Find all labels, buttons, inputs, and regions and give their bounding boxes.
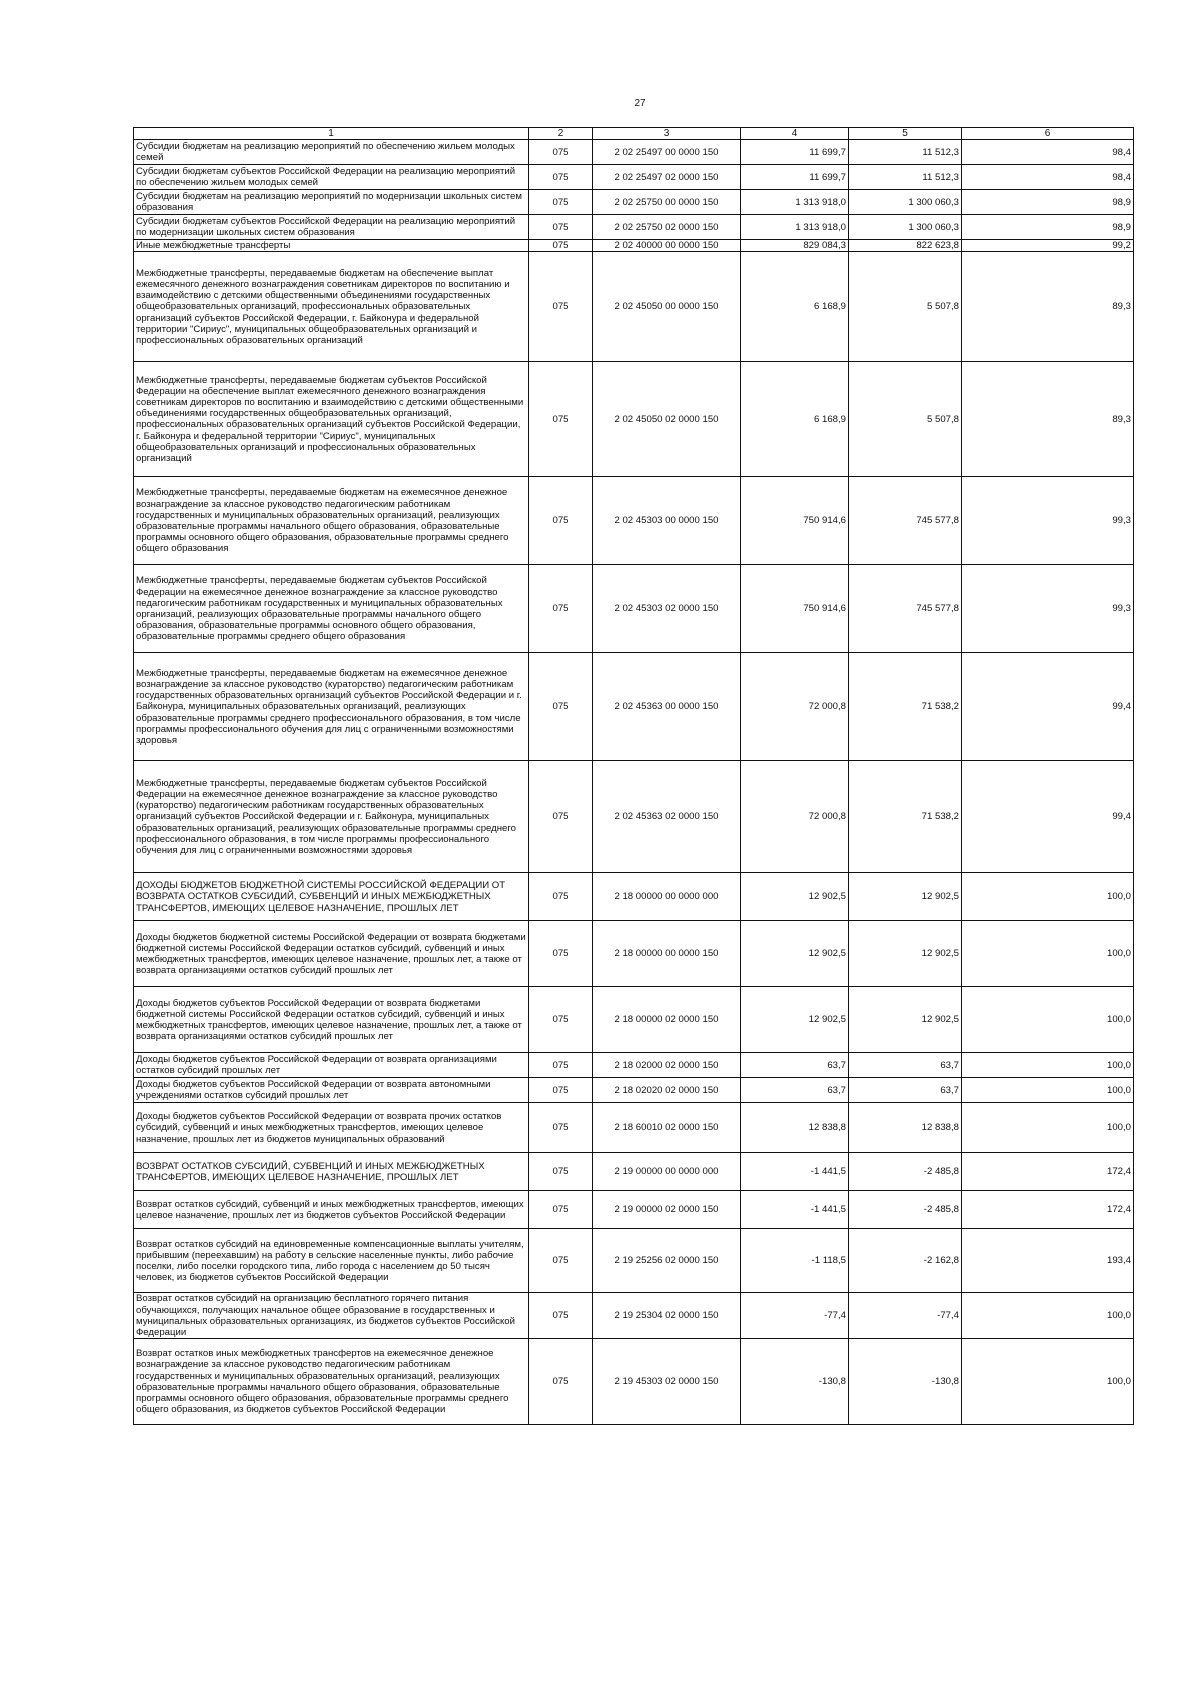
table-header-row bbox=[134, 128, 1134, 140]
row-admin-code: 075 bbox=[529, 873, 593, 921]
row-admin-code: 075 bbox=[529, 761, 593, 873]
table-row bbox=[134, 1293, 1134, 1339]
table-row bbox=[134, 190, 1134, 215]
table-row bbox=[134, 215, 1134, 240]
table-row bbox=[134, 252, 1134, 362]
row-admin-code: 075 bbox=[529, 1078, 593, 1103]
row-actual-value: 11 512,3 bbox=[849, 165, 962, 190]
row-plan-value: 72 000,8 bbox=[741, 653, 849, 761]
row-plan-value: 12 902,5 bbox=[741, 921, 849, 987]
table-row bbox=[134, 1078, 1134, 1103]
row-actual-value: 63,7 bbox=[849, 1053, 962, 1078]
row-name: Иные межбюджетные трансферты bbox=[134, 240, 529, 252]
row-admin-code: 075 bbox=[529, 190, 593, 215]
row-kbk-code: 2 18 02020 02 0000 150 bbox=[593, 1078, 741, 1103]
row-percent-value: 193,4 bbox=[962, 1229, 1134, 1293]
row-admin-code: 075 bbox=[529, 1339, 593, 1425]
row-percent-value: 89,3 bbox=[962, 362, 1134, 477]
row-name: Субсидии бюджетам на реализацию мероприятий по модернизации школьных систем образования bbox=[134, 190, 529, 215]
row-name: Субсидии бюджетам субъектов Российской Федерации на реализацию мероприятий по обеспечению жильем молодых семей bbox=[134, 165, 529, 190]
row-actual-value: -2 485,8 bbox=[849, 1191, 962, 1229]
column-header-4: 4 bbox=[741, 128, 849, 140]
row-plan-value: 6 168,9 bbox=[741, 362, 849, 477]
row-plan-value: 72 000,8 bbox=[741, 761, 849, 873]
row-admin-code: 075 bbox=[529, 477, 593, 565]
row-kbk-code: 2 19 00000 02 0000 150 bbox=[593, 1191, 741, 1229]
row-name: Возврат остатков иных межбюджетных трансфертов на ежемесячное денежное вознаграждение за классное руководство педагогическим работникам государственных и муниципальных образовательных организаций, реализующих образовательные программы начального общего образования, образовательные программы основного общего образования, образовательные программы среднего общего образования, из бюджетов субъектов Российской Федерации bbox=[134, 1339, 529, 1425]
row-plan-value: 12 838,8 bbox=[741, 1103, 849, 1153]
table-row bbox=[134, 240, 1134, 252]
row-kbk-code: 2 02 25497 02 0000 150 bbox=[593, 165, 741, 190]
row-percent-value: 100,0 bbox=[962, 987, 1134, 1053]
row-actual-value: -2 162,8 bbox=[849, 1229, 962, 1293]
column-header-3: 3 bbox=[593, 128, 741, 140]
row-name: Возврат остатков субсидий, субвенций и иных межбюджетных трансфертов, имеющих целевое назначение, прошлых лет из бюджетов субъектов Российской Федерации bbox=[134, 1191, 529, 1229]
row-actual-value: -130,8 bbox=[849, 1339, 962, 1425]
row-percent-value: 98,9 bbox=[962, 215, 1134, 240]
row-percent-value: 98,4 bbox=[962, 165, 1134, 190]
column-header-2: 2 bbox=[529, 128, 593, 140]
row-name: Межбюджетные трансферты, передаваемые бюджетам на обеспечение выплат ежемесячного денежного вознаграждения советникам директоров по воспитанию и взаимодействию с детскими общественными объединениями государственных общеобразовательных организаций, профессиональных образовательных организаций субъектов Российской Федерации, г. Байконура и федеральной территории "Сириус", муниципальных общеобразовательных организаций и профессиональных образовательных организаций bbox=[134, 252, 529, 362]
row-percent-value: 98,4 bbox=[962, 140, 1134, 165]
row-kbk-code: 2 18 60010 02 0000 150 bbox=[593, 1103, 741, 1153]
row-admin-code: 075 bbox=[529, 653, 593, 761]
row-plan-value: 750 914,6 bbox=[741, 477, 849, 565]
row-kbk-code: 2 02 25750 02 0000 150 bbox=[593, 215, 741, 240]
row-plan-value: -1 118,5 bbox=[741, 1229, 849, 1293]
row-plan-value: 63,7 bbox=[741, 1053, 849, 1078]
row-name: Доходы бюджетов субъектов Российской Федерации от возврата прочих остатков субсидий, субвенций и иных межбюджетных трансфертов, имеющих целевое назначение, прошлых лет из бюджетов муниципальных образований bbox=[134, 1103, 529, 1153]
row-plan-value: 750 914,6 bbox=[741, 565, 849, 653]
row-actual-value: 745 577,8 bbox=[849, 477, 962, 565]
row-plan-value: 6 168,9 bbox=[741, 252, 849, 362]
row-percent-value: 99,4 bbox=[962, 653, 1134, 761]
row-actual-value: 12 902,5 bbox=[849, 873, 962, 921]
table-row bbox=[134, 362, 1134, 477]
table-row bbox=[134, 921, 1134, 987]
row-admin-code: 075 bbox=[529, 240, 593, 252]
row-admin-code: 075 bbox=[529, 215, 593, 240]
row-percent-value: 89,3 bbox=[962, 252, 1134, 362]
row-kbk-code: 2 02 45050 02 0000 150 bbox=[593, 362, 741, 477]
row-name: ДОХОДЫ БЮДЖЕТОВ БЮДЖЕТНОЙ СИСТЕМЫ РОССИЙСКОЙ ФЕДЕРАЦИИ ОТ ВОЗВРАТА ОСТАТКОВ СУБСИДИЙ, СУБВЕНЦИЙ И ИНЫХ МЕЖБЮДЖЕТНЫХ ТРАНСФЕРТОВ, ИМЕЮЩИХ ЦЕЛЕВОЕ НАЗНАЧЕНИЕ, ПРОШЛЫХ ЛЕТ bbox=[134, 873, 529, 921]
column-header-5: 5 bbox=[849, 128, 962, 140]
row-kbk-code: 2 18 00000 00 0000 000 bbox=[593, 873, 741, 921]
column-header-1: 1 bbox=[134, 128, 529, 140]
row-name: Возврат остатков субсидий на организацию бесплатного горячего питания обучающихся, получающих начальное общее образование в государственных и муниципальных образовательных организациях, из бюджетов субъектов Российской Федерации bbox=[134, 1293, 529, 1339]
row-kbk-code: 2 18 00000 02 0000 150 bbox=[593, 987, 741, 1053]
row-percent-value: 172,4 bbox=[962, 1191, 1134, 1229]
column-header-6: 6 bbox=[962, 128, 1134, 140]
row-actual-value: -77,4 bbox=[849, 1293, 962, 1339]
row-actual-value: 12 902,5 bbox=[849, 921, 962, 987]
row-percent-value: 100,0 bbox=[962, 1053, 1134, 1078]
row-plan-value: 1 313 918,0 bbox=[741, 215, 849, 240]
table-row bbox=[134, 761, 1134, 873]
row-kbk-code: 2 19 00000 00 0000 000 bbox=[593, 1153, 741, 1191]
row-percent-value: 99,3 bbox=[962, 477, 1134, 565]
table-row bbox=[134, 165, 1134, 190]
row-kbk-code: 2 02 45303 00 0000 150 bbox=[593, 477, 741, 565]
row-kbk-code: 2 19 25304 02 0000 150 bbox=[593, 1293, 741, 1339]
row-percent-value: 99,2 bbox=[962, 240, 1134, 252]
row-percent-value: 99,3 bbox=[962, 565, 1134, 653]
row-admin-code: 075 bbox=[529, 1103, 593, 1153]
row-plan-value: -77,4 bbox=[741, 1293, 849, 1339]
row-admin-code: 075 bbox=[529, 1293, 593, 1339]
row-name: ВОЗВРАТ ОСТАТКОВ СУБСИДИЙ, СУБВЕНЦИЙ И ИНЫХ МЕЖБЮДЖЕТНЫХ ТРАНСФЕРТОВ, ИМЕЮЩИХ ЦЕЛЕВОЕ НАЗНАЧЕНИЕ, ПРОШЛЫХ ЛЕТ bbox=[134, 1153, 529, 1191]
row-admin-code: 075 bbox=[529, 1153, 593, 1191]
row-admin-code: 075 bbox=[529, 165, 593, 190]
row-actual-value: 71 538,2 bbox=[849, 761, 962, 873]
row-name: Межбюджетные трансферты, передаваемые бюджетам субъектов Российской Федерации на ежемесячное денежное вознаграждение за классное руководство педагогическим работникам государственных и муниципальных образовательных организаций, реализующих образовательные программы начального общего образования, образовательные программы основного общего образования, образовательные программы среднего общего образования bbox=[134, 565, 529, 653]
row-actual-value: 822 623,8 bbox=[849, 240, 962, 252]
row-actual-value: 63,7 bbox=[849, 1078, 962, 1103]
table-row bbox=[134, 477, 1134, 565]
row-name: Субсидии бюджетам субъектов Российской Федерации на реализацию мероприятий по модернизации школьных систем образования bbox=[134, 215, 529, 240]
row-actual-value: 1 300 060,3 bbox=[849, 215, 962, 240]
row-plan-value: 829 084,3 bbox=[741, 240, 849, 252]
budget-table bbox=[133, 127, 1134, 1425]
row-percent-value: 98,9 bbox=[962, 190, 1134, 215]
row-name: Возврат остатков субсидий на единовременные компенсационные выплаты учителям, прибывшим (переехавшим) на работу в сельские населенные пункты, либо рабочие поселки, либо поселки городского типа, либо города с населением до 50 тысяч человек, из бюджетов субъектов Российской Федерации bbox=[134, 1229, 529, 1293]
table-row bbox=[134, 987, 1134, 1053]
row-kbk-code: 2 02 45363 02 0000 150 bbox=[593, 761, 741, 873]
row-kbk-code: 2 18 02000 02 0000 150 bbox=[593, 1053, 741, 1078]
row-admin-code: 075 bbox=[529, 1191, 593, 1229]
row-plan-value: 63,7 bbox=[741, 1078, 849, 1103]
row-actual-value: 5 507,8 bbox=[849, 252, 962, 362]
row-name: Доходы бюджетов субъектов Российской Федерации от возврата организациями остатков субсидий прошлых лет bbox=[134, 1053, 529, 1078]
row-kbk-code: 2 02 45303 02 0000 150 bbox=[593, 565, 741, 653]
row-name: Межбюджетные трансферты, передаваемые бюджетам на ежемесячное денежное вознаграждение за классное руководство педагогическим работникам государственных и муниципальных образовательных организаций, реализующих образовательные программы начального общего образования, образовательные программы основного общего образования, образовательные программы среднего общего образования bbox=[134, 477, 529, 565]
row-kbk-code: 2 19 25256 02 0000 150 bbox=[593, 1229, 741, 1293]
table-row bbox=[134, 1153, 1134, 1191]
row-name: Доходы бюджетов субъектов Российской Федерации от возврата бюджетами бюджетной системы Российской Федерации остатков субсидий, субвенций и иных межбюджетных трансфертов, имеющих целевое назначение, прошлых лет, а также от возврата организациями остатков субсидий прошлых лет bbox=[134, 987, 529, 1053]
row-admin-code: 075 bbox=[529, 987, 593, 1053]
row-admin-code: 075 bbox=[529, 1229, 593, 1293]
row-plan-value: -1 441,5 bbox=[741, 1191, 849, 1229]
table-row bbox=[134, 140, 1134, 165]
table-row bbox=[134, 1053, 1134, 1078]
row-percent-value: 99,4 bbox=[962, 761, 1134, 873]
row-actual-value: 1 300 060,3 bbox=[849, 190, 962, 215]
row-actual-value: 12 838,8 bbox=[849, 1103, 962, 1153]
row-admin-code: 075 bbox=[529, 1053, 593, 1078]
row-name: Доходы бюджетов субъектов Российской Федерации от возврата автономными учреждениями остатков субсидий прошлых лет bbox=[134, 1078, 529, 1103]
row-plan-value: 12 902,5 bbox=[741, 873, 849, 921]
row-actual-value: 71 538,2 bbox=[849, 653, 962, 761]
table-row bbox=[134, 565, 1134, 653]
row-name: Межбюджетные трансферты, передаваемые бюджетам субъектов Российской Федерации на обеспечение выплат ежемесячного денежного вознаграждения советникам директоров по воспитанию и взаимодействию с детскими общественными объединениями государственных общеобразовательных организаций, профессиональных образовательных организаций субъектов Российской Федерации, г. Байконура и федеральной территории "Сириус", муниципальных общеобразовательных организаций и профессиональных образовательных организаций bbox=[134, 362, 529, 477]
table-row bbox=[134, 1191, 1134, 1229]
row-percent-value: 100,0 bbox=[962, 1078, 1134, 1103]
row-admin-code: 075 bbox=[529, 565, 593, 653]
row-admin-code: 075 bbox=[529, 362, 593, 477]
row-kbk-code: 2 02 45363 00 0000 150 bbox=[593, 653, 741, 761]
row-plan-value: 1 313 918,0 bbox=[741, 190, 849, 215]
row-actual-value: 5 507,8 bbox=[849, 362, 962, 477]
row-kbk-code: 2 02 40000 00 0000 150 bbox=[593, 240, 741, 252]
row-percent-value: 100,0 bbox=[962, 921, 1134, 987]
row-actual-value: 11 512,3 bbox=[849, 140, 962, 165]
row-kbk-code: 2 02 45050 00 0000 150 bbox=[593, 252, 741, 362]
row-kbk-code: 2 02 25497 00 0000 150 bbox=[593, 140, 741, 165]
row-plan-value: -130,8 bbox=[741, 1339, 849, 1425]
row-name: Межбюджетные трансферты, передаваемые бюджетам субъектов Российской Федерации на ежемесячное денежное вознаграждение за классное руководство (кураторство) педагогическим работникам государственных образовательных организаций субъектов Российской Федерации и г. Байконура, муниципальных образовательных организаций, реализующих образовательные программы среднего профессионального образования, в том числе программы профессионального обучения для лиц с ограниченными возможностями здоровья bbox=[134, 761, 529, 873]
page-number: 27 bbox=[634, 98, 646, 109]
table-row bbox=[134, 1229, 1134, 1293]
row-plan-value: 12 902,5 bbox=[741, 987, 849, 1053]
table-row bbox=[134, 873, 1134, 921]
table-row bbox=[134, 1339, 1134, 1425]
row-actual-value: 745 577,8 bbox=[849, 565, 962, 653]
row-name: Межбюджетные трансферты, передаваемые бюджетам на ежемесячное денежное вознаграждение за классное руководство (кураторство) педагогическим работникам государственных образовательных организаций субъектов Российской Федерации и г. Байконура, муниципальных образовательных организаций, реализующих образовательные программы среднего профессионального образования, в том числе программы профессионального обучения для лиц с ограниченными возможностями здоровья bbox=[134, 653, 529, 761]
row-admin-code: 075 bbox=[529, 140, 593, 165]
row-actual-value: 12 902,5 bbox=[849, 987, 962, 1053]
row-percent-value: 100,0 bbox=[962, 1293, 1134, 1339]
row-plan-value: -1 441,5 bbox=[741, 1153, 849, 1191]
row-kbk-code: 2 02 25750 00 0000 150 bbox=[593, 190, 741, 215]
row-plan-value: 11 699,7 bbox=[741, 165, 849, 190]
row-admin-code: 075 bbox=[529, 252, 593, 362]
table-row bbox=[134, 1103, 1134, 1153]
row-name: Доходы бюджетов бюджетной системы Российской Федерации от возврата бюджетами бюджетной системы Российской Федерации остатков субсидий, субвенций и иных межбюджетных трансфертов, имеющих целевое назначение, прошлых лет, а также от возврата организациями остатков субсидий прошлых лет bbox=[134, 921, 529, 987]
row-percent-value: 100,0 bbox=[962, 1103, 1134, 1153]
row-percent-value: 100,0 bbox=[962, 873, 1134, 921]
row-kbk-code: 2 19 45303 02 0000 150 bbox=[593, 1339, 741, 1425]
row-plan-value: 11 699,7 bbox=[741, 140, 849, 165]
row-admin-code: 075 bbox=[529, 921, 593, 987]
row-name: Субсидии бюджетам на реализацию мероприятий по обеспечению жильем молодых семей bbox=[134, 140, 529, 165]
table-row bbox=[134, 653, 1134, 761]
row-percent-value: 100,0 bbox=[962, 1339, 1134, 1425]
row-kbk-code: 2 18 00000 00 0000 150 bbox=[593, 921, 741, 987]
row-actual-value: -2 485,8 bbox=[849, 1153, 962, 1191]
row-percent-value: 172,4 bbox=[962, 1153, 1134, 1191]
